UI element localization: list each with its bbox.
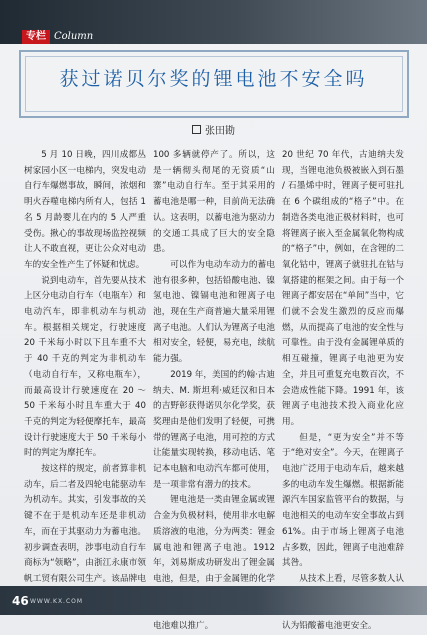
section-label: 专栏 <box>22 30 50 44</box>
text-column-2 <box>153 148 275 635</box>
paragraph: 20 世纪 70 年代，古迪纳夫发现，当锂电池负极被嵌入到石墨 / 石墨烯中时，锂离子便可驻扎在 6 个碳组成的“格子”中。在制造各类电池正极材料时，也可将锂离子嵌入至金属氧化物构成的“格子”中，例如，在含锂的二氧化钴中，锂离子就驻扎在钴与氧搭建的框架之间。由于每一个锂离子都安居在“单间”当中，它们就不会发生激烈的反应而爆燃，从而提高了电池的安全性与可靠性。由于没有金属锂单质的相互碰撞，锂离子电池更为安全，并且可重复充电数百次，不会造成性能下降。1991 年，该锂离子电池技术投入商业化应用。 <box>282 150 404 427</box>
text-column-1 <box>24 148 146 619</box>
paragraph: 从技术上看，尽管多数人认 认为铅酸蓄电池更安全。 <box>282 573 404 632</box>
byline-box-icon <box>192 125 201 134</box>
paragraph: 2019 年，美国的约翰·古迪纳夫、M. 斯坦利·威廷汉和日本的吉野彰获得诺贝尔化学奖，获奖理由是他们发明了轻便，可携带的锂离子电池，用可控的方式让能量实现转换，移动电话、笔记本电脑和电动汽车都可使用，是一项非常有潜力的技术。 <box>153 369 275 490</box>
paragraph: 按这样的规定，前者算非机动车，后二者及四轮电能驱动车为机动车。其实，引发事故的关键不在于是机动车还是非机动车，而在于其驱动力为蓄电池。初步调查表明，涉事电动自行车商标为“领略”，由浙江永康市领帆工贸有限公司生产。该品牌电 <box>24 464 146 584</box>
author-name: 张田勘 <box>205 126 235 137</box>
paragraph: 可以作为电动车动力的蓄电池有很多种，包括铅酸电池、镍氢电池、镍镉电池和锂离子电池，现在生产商普遍大量采用锂离子电池。人们认为锂离子电池相对安全，轻便，易充电，续航能力强。 <box>153 259 275 365</box>
byline <box>0 125 427 139</box>
paragraph: 说到电动车，首先要从技术上区分电动自行车（电瓶车）和电动汽车，即非机动车与机动车。根据相关规定，行驶速度 20 千米每小时以下且车重不大于 40 千克的判定为非机动车（电动自行车，又称电瓶车），而最高设计行驶速度在 20 ～ 50 千米每小时且车重大于 40 千克的判定为轻便摩托车，最高设计行驶速度大于 50 千米每小时的判定为摩托车。 <box>24 275 146 459</box>
paragraph: 5 月 10 日晚，四川成都丛树家园小区一电梯内，突发电动自行车爆燃事故，瞬间，浓烟和明火吞噬电梯内所有人，包括 1 名 5 月龄婴儿在内的 5 人严重受伤。揪心的事故现场监控视频让人不敢直视，更让公众对电动车的安全性产生了怀疑和忧虑。 <box>24 150 146 270</box>
text-column-3 <box>282 148 404 635</box>
article-title: 获过诺贝尔奖的锂电池不安全吗 <box>59 68 368 90</box>
section-label-english: Column <box>54 31 94 42</box>
site-url: WWW.KX.COM <box>30 598 84 605</box>
paragraph: 但是，“更为安全”并不等于“绝对安全”。今天，在锂离子电池广泛用于电动车后，越来越多的电动车发生爆燃。根据新能源汽车国家监管平台的数据，与电池相关的电动车安全事故占到 61%。由于市场上锂离子电池占多数，因此，锂离子电池难辞其咎。 <box>282 432 404 569</box>
paragraph: 锂电池是一类由锂金属或锂合金为负极材料，使用非水电解质溶液的电池，分为两类：锂金属电池和锂离子电池。1912 年，刘易斯成功研发出了锂金属电池，但是，由于金属锂的化学 电池难以推广。 <box>153 495 275 632</box>
page-number: 46 <box>12 594 29 608</box>
paragraph: 100 多辆就停产了。所以，这是一辆彻头彻尾的无资质“山寨”电动自行车。至于其采用的蓄电池是哪一种，目前尚无法确认。这表明，以蓄电池为驱动力的交通工具成了巨大的安全隐患。 <box>153 150 275 255</box>
